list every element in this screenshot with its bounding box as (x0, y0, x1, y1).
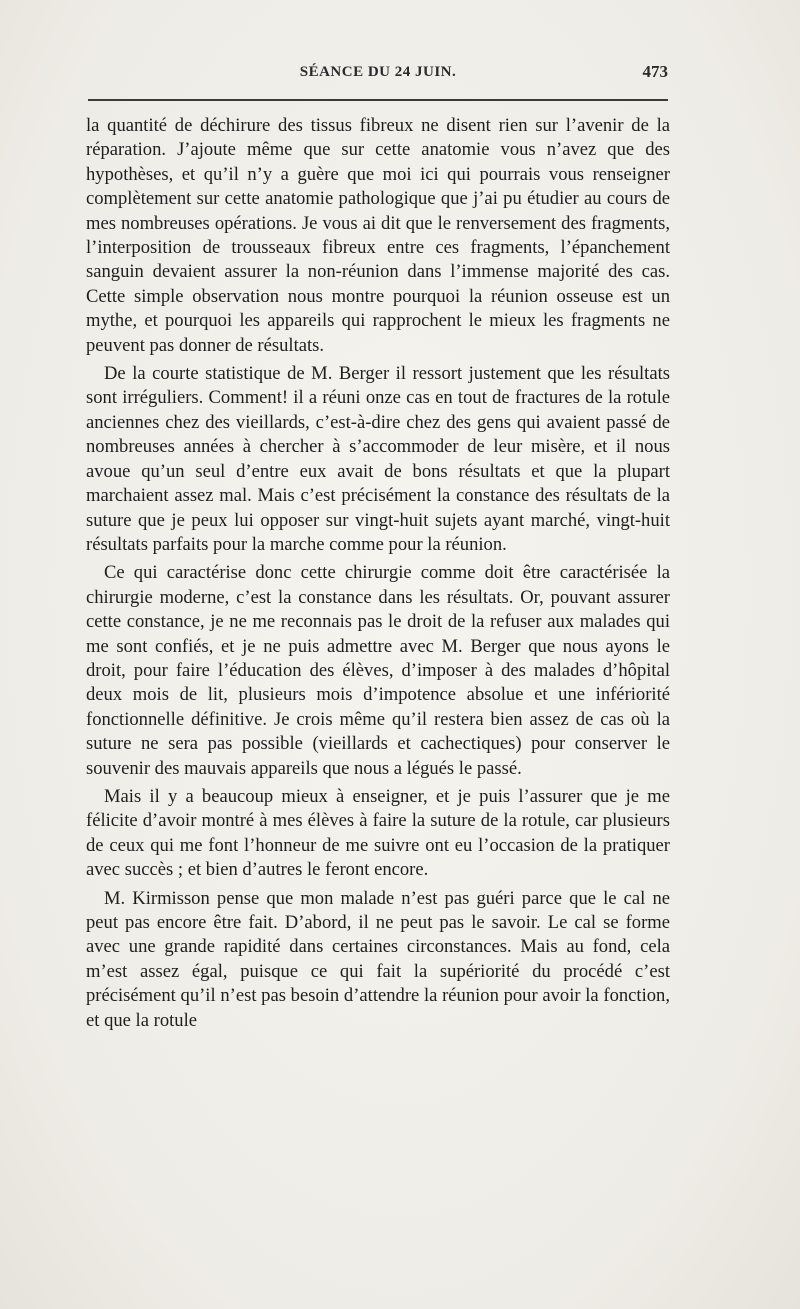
running-title: SÉANCE DU 24 JUIN. (299, 64, 457, 80)
page-header (86, 58, 670, 94)
paragraph: Mais il y a beaucoup mieux à enseigner, et je puis l’assurer que je me félicite d’avoir montré à mes élèves à faire la suture de la rotule, car plusieurs de ceux qui me font l’honneur de me suivre ont eu l’occasion de la pratiquer avec succès ; et bien d’autres le feront encore. (86, 785, 670, 881)
header-rule (88, 99, 668, 101)
paragraph: M. Kirmisson pense que mon malade n’est pas guéri parce que le cal ne peut pas encore être fait. D’abord, il ne peut pas le savoir. Le cal se forme avec une grande rapidité dans certaines circonstances. Mais au fond, cela m’est assez égal, puisque ce qui fait la supériorité du procédé c’est précisément qu’il n’est pas besoin d’attendre la réunion pour avoir la fonction, et que la rotule (86, 887, 670, 1031)
page-number: 473 (642, 62, 668, 81)
paragraph: De la courte statistique de M. Berger il ressort justement que les résultats sont irréguliers. Comment! il a réuni onze cas en tout de fractures de la rotule anciennes chez des vieillards, c’est-à-dire chez des gens qui avaient passé de nombreuses années à chercher à s’accommoder de leur misère, et il nous avoue qu’un seul d’entre eux avait de bons résultats et que la plupart marchaient assez mal. Mais c’est précisément la constance des résultats de la suture que je peux lui opposer sur vingt-huit sujets ayant marché, vingt-huit résultats parfaits pour la marche comme pour la réunion. (86, 363, 670, 555)
paragraph: la quantité de déchirure des tissus fibreux ne disent rien sur l’avenir de la réparation. J’ajoute même que sur cette anatomie vous n’avez que des hypothèses, et qu’il n’y a guère que moi ici qui pourrais vous renseigner complètement sur cette anatomie pathologique que j’ai pu étudier au cours de mes nombreuses opérations. Je vous ai dit que le renversement des fragments, l’interposition de trousseaux fibreux entre ces fragments, l’épanchement sanguin devaient assurer la non-réunion dans l’immense majorité des cas. Cette simple observation nous montre pourquoi la réunion osseuse est un mythe, et pourquoi les appareils qui rapprochent le mieux les fragments ne peuvent pas donner de résultats. (86, 115, 670, 356)
body-text (86, 114, 670, 1033)
paragraph: Ce qui caractérise donc cette chirurgie comme doit être caractérisée la chirurgie moderne, c’est la constance dans les résultats. Or, pouvant assurer cette constance, je ne me reconnais pas le droit de la refuser aux malades qui me sont confiés, et je ne puis admettre avec M. Berger que nous ayons le droit, pour faire l’éducation des élèves, d’imposer à des malades d’hôpital deux mois de lit, plusieurs mois d’impotence absolue et une infériorité fonctionnelle définitive. Je crois même qu’il restera bien assez de cas où la suture ne sera pas possible (vieillards et cachectiques) pour conserver le souvenir des mauvais appareils que nous a légués le passé. (86, 562, 670, 779)
